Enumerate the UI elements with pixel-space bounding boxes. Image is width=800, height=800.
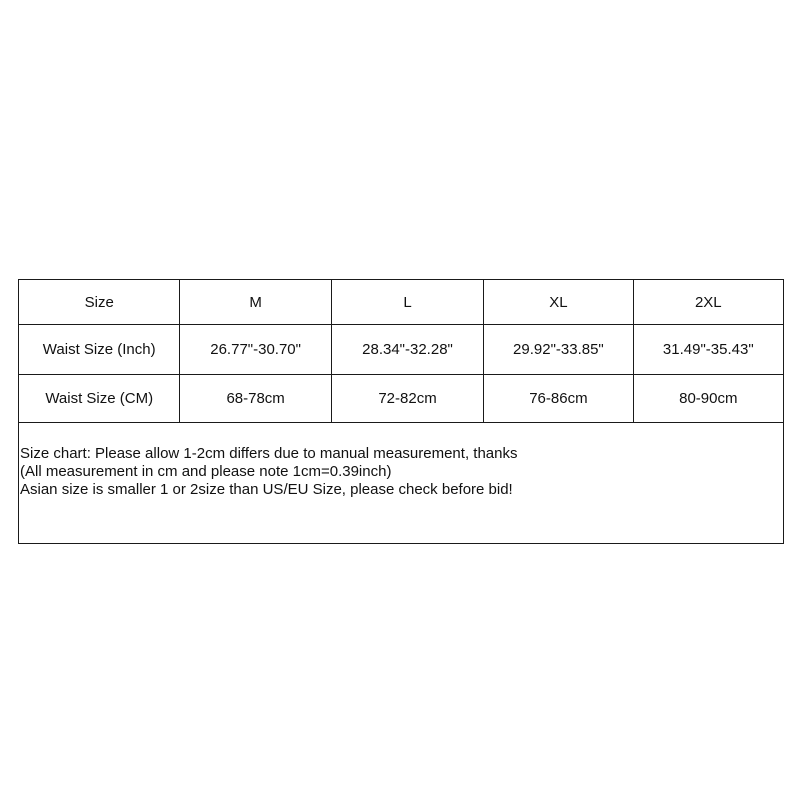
waist-inch-row [19, 325, 784, 375]
waist-cm-2xl: 80-90cm [633, 375, 783, 423]
size-header-m: M [180, 280, 331, 325]
note-line-asian-size: Asian size is smaller 1 or 2size than US/EU Size, please check before bid! [20, 481, 513, 498]
notes-row [19, 423, 784, 544]
waist-inch-xl: 29.92"-33.85" [484, 325, 633, 375]
size-header-row [19, 280, 784, 325]
waist-inch-label: Waist Size (Inch) [19, 325, 180, 375]
waist-cm-l: 72-82cm [331, 375, 483, 423]
size-header-xl: XL [484, 280, 633, 325]
size-header-l: L [331, 280, 483, 325]
waist-inch-l: 28.34"-32.28" [331, 325, 483, 375]
waist-cm-row [19, 375, 784, 423]
waist-cm-xl: 76-86cm [484, 375, 633, 423]
size-chart-table [18, 279, 784, 544]
waist-cm-label: Waist Size (CM) [19, 375, 180, 423]
size-header-label: Size [19, 280, 180, 325]
waist-inch-m: 26.77"-30.70" [180, 325, 331, 375]
note-line-measurement: Size chart: Please allow 1-2cm differs due to manual measurement, thanks [20, 445, 518, 462]
size-header-2xl: 2XL [633, 280, 783, 325]
size-notes [19, 423, 784, 544]
note-line-conversion: (All measurement in cm and please note 1cm=0.39inch) [20, 463, 392, 480]
waist-cm-m: 68-78cm [180, 375, 331, 423]
waist-inch-2xl: 31.49"-35.43" [633, 325, 783, 375]
